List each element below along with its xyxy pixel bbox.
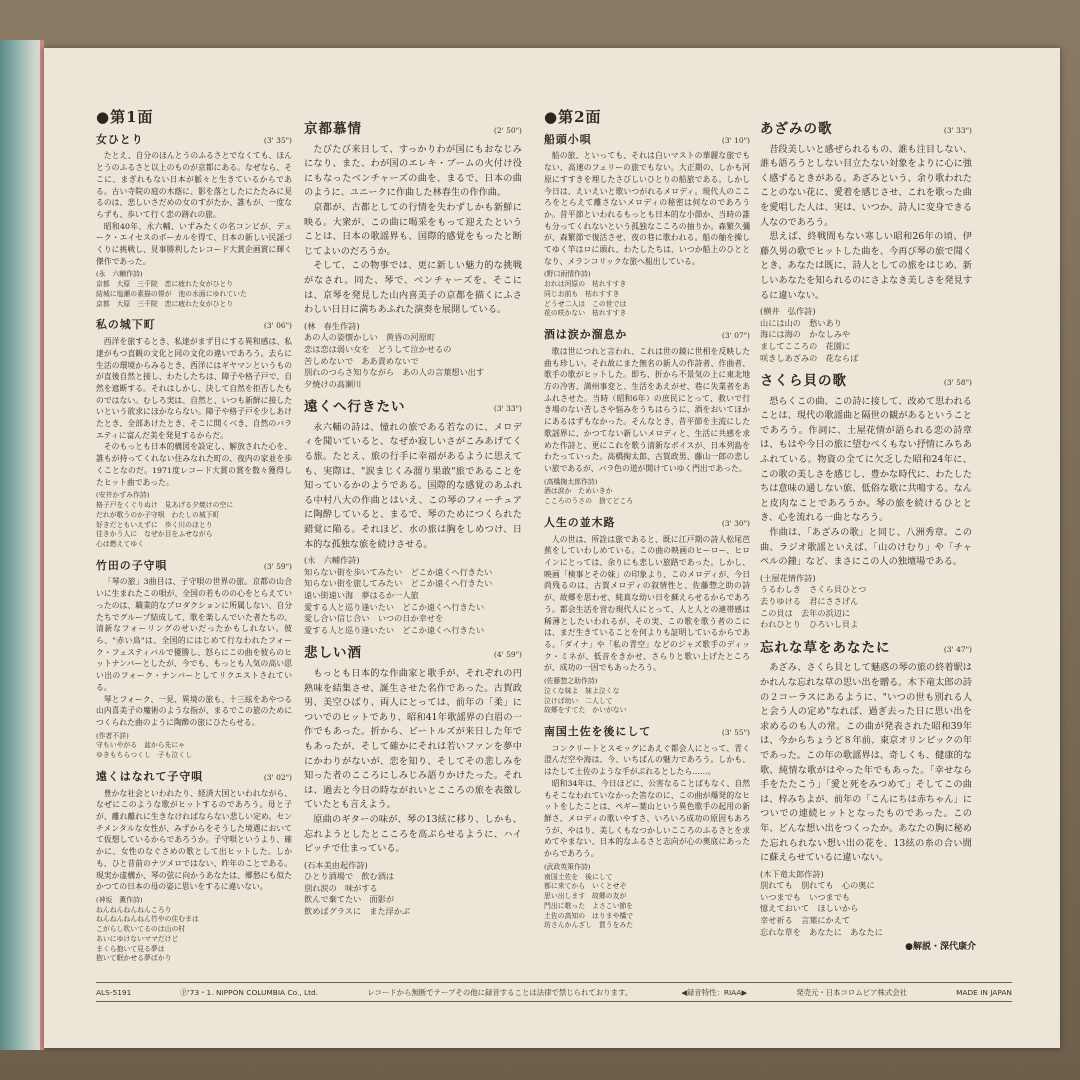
track-section [760,122,972,364]
riaa-curve: ◀録音特性：RIAA▶ [681,987,748,997]
lyric-excerpt [96,270,292,309]
lyric-line: 知らない街を歩いてみたい どこか遠くへ行きたい [304,566,493,577]
commentary-paragraph: 船の旅、といっても、それは白いマストの華麗な旅でもない、高速のフェリーの旅でもない。大正期の、しかも河原にすすきを埋したさびしいひとりの船旅である。しかし今日は、えいえいと歌いつがれるメロディ。現代人のこころをとらえて離さないメロディの秘密は何なのであろうか。昔平節といわれるもっとも日本的な小節か、当時の誰も分ってくれないという孤独なこころの抽りか。森繁久彌が、森繁節で復活させ、夜の巷に歌われる。船の舳を操してゆく竿はロに頭れ、わたしたちは、いつか船上のひととなり、メランコリックな旅へ船出している。 [544,151,750,266]
commentary-paragraph: 「琴の旅」3曲目は、子守唄の世界の旅。京都の山合いに生まれたこの唄が、全国の若ものの心をとらえていったのは、職業的なプロダクションに所属しない、自分たちでグループ結成して、歌を楽しんでいた者たちの、清新なフォーリングのせいだったかもしれない。彼ら、"赤い鳥"は、全国的にはじめて行なわれたフォーク・フェスティバルで優勝し、怒らにこの曲を彼らのヒットナンバーとしたが、今でも、もっとも人気の高い思い出のフォーク・ナンバーとしてリクエストされている。 [96,577,292,692]
track-duration: (3' 33") [493,404,522,414]
commentary-paragraph: たとえ、自分のほんとうのふるさとでなくても、ほんとうのふるさと以上のものが京都にある。なぜなら、そこに、まぎれもない日本が脈々と生きているからである。古い寺院の庭の木蔭に、影を落としたにたたみに見るのは、悲しいさだめの女のすがたか、誰もが、一度ならずも、歩いて行く恋の跡れの旅。 [96,151,292,219]
lyric-line: ゆきもちらつくし 子も泣くし [96,751,192,760]
lyric-line: (横井 弘作詩) [760,306,816,317]
track-title: 悲しい酒 [304,645,362,662]
lyric-line: (林 春生作詩) [304,320,360,331]
track-duration: (3' 47") [943,644,972,654]
lyric-line: 故郷をすてた かいがない [544,706,627,715]
column-side2-b [760,112,972,940]
lyric-line: (石本美由起作詩) [304,859,368,870]
lyric-line: だれが歌うのか子守唄 わたしの城下町 [96,510,220,519]
lyric-line: 土佐の高知の はりまや橋で [544,911,634,920]
commentary-paragraph: 歌は世につれと言われ、これは世の鏡に世相を反映した曲も珍しい。それ故にまた無名の新人の作詩者、作曲者、歌手の歌がヒットした。即ち、折から不景気の上に東北地方の冷害、満州事変と、生活をあえがせ、巷に失業者をあふれさせた。当時（昭和6年）の庶民にとって、救いで行き場のない苦しさや悩みをうちはらうに、酒をおいてほかにあるはずもなかった。そんなとき、昔平節を主流にした歌謡界に、かつてない新しいメロディと、生活に共感を求めた作詩と、更にこれを歌う清新なボイスが、日本列島をわたっていった。高橋掬太郎、古賀政男、藤山一郎の悲しい旅であるが、バラ色の道が開けていゆく門出であった。 [544,346,750,473]
track-title: 京都慕情 [304,121,362,137]
track-section [544,517,750,716]
lyric-line: 坊さんかんざし 買うをみた [544,921,634,930]
lyric-line: 酒は涙か ためいきか [544,487,613,496]
track-duration: (3' 35") [263,135,292,145]
lyric-excerpt [304,555,522,636]
lyric-line: 格子戸をくぐりぬけ 見あげる夕焼けの空に [96,501,234,510]
lyric-line: 夕焼けの高瀬川 [304,378,362,389]
track-title: さくら貝の歌 [760,373,847,390]
lyric-excerpt [544,270,750,319]
footer-bar [96,982,1012,1002]
lyric-line: (永 六輔作詩) [96,270,143,279]
side-heading: ●第2面 [544,108,602,126]
commentary-paragraph: 昭和34年は、今日ほどに、公害なることばもなく、自然もそこなわれていなかった筈なのに、この曲が爆発的なヒットをしたことは、ペギー葉山という異色歌手の起用の新鮮さ、メロディの歌いやすさ、いろいろ成功の原因もあろうが、やはり、美しくもなつかしいこころのふるさとを求めてやまない、日本的なふるさと志向が心の奥底にあったからであろう。 [544,778,750,859]
liner-notes-sheet [44,48,1060,1048]
commentary-paragraph: 昭和40年、永六輔、いずみたくの名コンビが、デューク・エイセスのボーカルを得て、日本の新しい民謡づくりに挑戦し、見事勝利したレコード大賞企画賞に輝く傑作であった。 [96,221,292,266]
commentary-paragraph: たびたび来日して、すっかりわが国にもおなじみになり、また、わが国のエレキ・ブームの火付け役にもなったベンチャーズの曲を、まるで、日本の曲のように、ユニークに作曲した林春生の作作曲。 [304,143,522,199]
commentary-paragraph: 琴とフォーク、一見、異境の旅も、十三絃をあやつる山内喜美子の魔術のような指が、まるでこの旅のためにつくられた曲のように陶酔の旅にひたらせる。 [96,694,292,727]
lyric-line: 泣けば幼い 二人して [544,696,613,705]
lyric-line: 苦しめないで ああ責めないで [304,355,419,366]
lyric-line: 思い出します 故郷の友が [544,892,627,900]
lyric-line: 南国土佐を 後にして [544,872,613,881]
lyric-line: 別れても 別れても 心の奥に [760,880,875,891]
track-header [304,646,522,663]
record-sleeve-edge [0,40,44,1050]
commentary-paragraph: 思えば、終戦間もない寒しい昭和26年の頃、伊藤久男の歌でヒットした曲を、今再び琴の旅で聞くとき、あなたは既に、詩人としての旅をはじめ、新しいあなたを知られるのにさよなき美しさを発見するに違いない。 [760,231,972,301]
lyric-line: 恋は恋は弱い女を どうして泣かせるの [304,343,452,354]
lyric-line: (神坂 薫作詩) [96,895,143,904]
commentary-paragraph: 京都が、古都としての行情を失わずしかも新鮮に映る。大衆が、この曲に喝采をもって迎えたということは、日本の歌謡界も、国際的感覚をもったと断じてよいのだろうか。 [304,201,522,257]
lyric-excerpt [544,863,750,931]
lyric-line: うるわしき さくら貝ひとつ [760,584,867,595]
lyric-line: 守もいやがる 盆から先にゃ [96,741,186,750]
lyric-line: 幸せ祈る 言葉にかえて [760,915,851,926]
lyric-excerpt [760,869,972,939]
track-section [304,122,522,390]
lyric-line: 往きかう人に なぜか目をふせながら [96,530,213,539]
track-section [96,771,292,964]
lyric-line: 愛し合い信じ合い いつの日か幸せを [304,613,444,624]
catalog-number: ALS-5191 [96,987,132,997]
track-header [544,329,750,342]
lyric-line: 京都 大原 三千院 恋に疲れた女がひとり [96,299,234,308]
track-header [760,641,972,658]
made-in: MADE IN JAPAN [956,987,1012,997]
track-title: 船頭小唄 [544,132,592,146]
lyric-line: 花の咲かない 枯れすすき [544,309,627,318]
track-section [304,400,522,636]
lyric-excerpt [544,677,750,716]
track-duration: (3' 10") [721,135,750,145]
track-section [544,329,750,507]
track-header [96,560,292,573]
track-title: あざみの歌 [760,121,833,137]
track-title: 人生の並木路 [544,515,616,529]
track-header [760,122,972,139]
lyric-excerpt [304,860,522,918]
track-duration: (3' 55") [721,728,750,738]
lyric-line: 去りゆける 君にささげん [760,596,859,606]
track-duration: (3' 06") [263,321,292,331]
lyric-line: 泣くな妹よ 妹よ泣くな [544,686,620,695]
publisher: 発売元・日本コロムビア株式会社 [796,987,908,997]
lyric-line: (野口雨情作詩) [544,270,591,279]
commentary-paragraph: 西洋を旅するとき、私達がまず目にする異和感は、私達がもつ直観の文化と同の文化の違いであろう。去らに生活の環境からみるとき、西洋にはギヤマンというものが直後自然と接し、わたしたちは、障子や格子戸で、自然を遮断する。それはしかし、決して自然を拒否したものではない。むしろ実は、自然と、いつも新鮮に接したいという欲求にほかならない。障子や格子戸を少しあけたとき、全部あけたとき、そこに開くべき、自然のバラエティに富んだ美を発見するからだ。 [96,337,292,440]
track-title: 酒は涙か溜息か [544,328,628,342]
lyric-line: こがらし吹いてるのは山の村 [96,925,186,934]
commentary-paragraph: コンクリートとスモッグにあえぐ都会人にとって、青く澄んだ空や海は、今、いちばんの魅力であろう。しかも、はたして土佐のような手がぶれるとしたら……。 [544,743,750,777]
track-header [96,771,292,784]
track-duration: (3' 58") [943,378,972,388]
lyric-line: あの人の姿懐かしい 黄昏の河原町 [304,332,436,343]
track-header [544,134,750,147]
lyric-line: 愛する人と巡り逢いたい どこか遠くへ行きたい [304,601,485,612]
lyric-line: 山には山の 愁いあり [760,317,842,328]
commentary-paragraph: 作曲は、「あざみの歌」と同じ、八洲秀章。この曲、ラジオ歌謡といえば、「山のけむり」や「チャペルの鐘」など、まさにこの人の独壇場である。 [760,527,972,568]
track-duration: (2' 50") [493,126,522,135]
commentary-paragraph: あざみ、さくら貝として魅惑の琴の旅の終着駅はかれんな忘れな草の思い出を贈る。木下竜太郎の詩の２コーラスにあるように、"いつの世も別れる人と会う人の定め"なれば、過ぎ去った日に思い出を求めるのも人の常。この曲が発表された昭和39年は、今からちょうど８年前、東京オリンピックの年であった。この年の歌謡界は、奇しくも、健康的な歌、純情な歌がはやった年でもあった。「幸せなら手をたたこう」「愛と死をみつめて」そしてこの曲は、梓みちよが、前年の「こんにちは赤ちゃん」についでの連続ヒットとなったものであった。この年、どんな想い出をつくったか。あなたの胸に秘めた忘れられない想い出の花を、13絃の糸の合い間に蘇えらせているに違いない。 [760,662,972,864]
track-header [544,517,750,530]
track-section [96,134,292,310]
lyric-line: 別れのつらさ知りながら あの人の言葉想い出す [304,367,485,378]
lyric-excerpt [96,896,292,964]
lyric-line: ひとり酒場で 飲む酒は [304,871,395,882]
lyric-line: あいにゆけないママだけど [96,934,179,943]
lyric-excerpt [760,573,972,631]
track-title: 遠くはなれて子守唄 [96,769,204,783]
track-section [544,134,750,319]
track-duration: (3' 30") [721,518,750,528]
lyric-line: 結城に塩瀬の素描の帯が 池の水面にゆれていた [96,289,247,298]
lyric-line: 憶えておいて ほしいから [760,903,859,914]
track-section [96,319,292,549]
lyric-excerpt [304,321,522,391]
lyric-line: (永 六輔作詩) [304,555,360,566]
lyric-line: ましてこころの 花園に [760,340,851,351]
lyric-line: 愛する人と巡り逢いたい どこか遠くへ行きたい [304,624,485,635]
lyric-line: ねんねんねんねん竹やの住むまは [96,915,199,924]
lyric-line: 心は燃えてゆく [96,540,145,549]
lyric-line: (安井かずみ作詩) [96,491,150,500]
track-header [96,134,292,147]
lyric-line: 京都 大原 三千院 恋に疲れた女がひとり [96,280,234,289]
lyric-line: 別れ涙の 味がする [304,882,378,893]
copyright-notice: ⓟ'73・1. NIPPON COLUMBIA Co., Ltd. [180,987,319,997]
track-section [544,726,750,931]
lyric-line: (佐藤惣之助作詩) [544,677,598,686]
commentary-paragraph: 恐らくこの曲、この詩に接して、改めて思われることは、現代の歌謡曲と隔世の観があるということであろう。作詞に、土屋花情が語られる恋の詩章は、もはや今日の旅に望むべくもない抒情にみちあふれている。物資の全てに欠乏した昭和24年に、この歌の美しさを感じし、豊かな時代に、わたしたちは意味の通しない旅、低俗な歌に共鳴する。なんと皮肉なことであろうか。琴の旅を続けるひととき、心を流れる一曲となろう。 [760,395,972,524]
lyric-line: (土屋花情作詩) [760,572,816,583]
lyric-line: 飲めばグラスに また浮かぶ [304,906,411,917]
lyric-line: (作者不詳) [96,731,129,740]
commentary-paragraph: もっとも日本的な作曲家と歌手が、それぞれの円熟味を結集させ、誕生させた名作であった。古賀政男、美空ひばり、両人にとっては、前年の「柔」についでのヒットであり、昭和41年歌謡界の白眉の一作でもあった。折から、ビートルズが来日した年でもあったが、そして確かにそれは若いファンを夢中にかわりがないが、恋を知り、そしてその悲しみを知った者のこころにしみじみ語りかけたった。それは、過去と今日の時ながれいとこころの旅を表徴していたとも言えよう。 [304,667,522,811]
lyric-line: (武政英策作詩) [544,862,591,871]
lyric-excerpt [96,491,292,550]
track-duration: (4' 59") [493,650,522,660]
track-header [760,374,972,391]
lyric-line: 同じお前も 枯れすすき [544,289,620,298]
lyric-line: ねんねんねんねんころり [96,905,172,914]
track-title: 遠くへ行きたい [304,399,406,416]
track-duration: (3' 59") [263,561,292,571]
lyric-line: 知らない街を旅してみたい どこか遠くへ行きたい [304,578,493,589]
commentary-paragraph: 人の世は、所詮は旅であると、既に江戸期の詩人松尾芭蕉をしていわしめている。この曲の映画のヒーロー、ヒロインにとっては、余りにも悲しい旅路であった。しかし、映画「検事とその妹」の印象より、このメロディが、今日尚残るのは、古賀メロディの叙情性と、佐藤惣之助の詩が、故郷を思わせ、純真な幼い日を蘇えらせるからであろう。都会生活を営む現代人にとって、人と人との連帯感は稀薄としたいわれるが、その実、この歌を歌う者のこには、まだ生きていることを何よりも証明しているからである。「ダイナ」や「私の青空」などのジャズ歌手のディック・ミネが、低音をきかせ、さらりと歌い上げたところが、成功の一因でもあったろう。 [544,534,750,673]
recording-notice: レコードから無断でテープその他に録音することは法律で禁じられております。 [367,987,633,997]
track-header [544,726,750,739]
commentary-credit: ●解説・深代康介 [905,942,976,952]
lyric-line: 忘れな草を あなたに あなたに [760,926,883,937]
commentary-paragraph: 豊かな社会といわれたり、経済大国といわれながら、なぜにこのような歌がヒットするのであろう。母と子が、離れ離れに生きなければならない悲しい定め。センチメンタルな女性が、みずからをそうした境遇においてて仮想しているからであろうか。子守唄というより、確かに、女性のなぐさめの歌として出ヒットした。しかも、ひと昔前のナツメロではない、昨年のことである。現実か虚構か、琴の弦に向かうあなたは、郷愁にも似たかつての日本の母の姿に思いをするに違いない。 [96,788,292,892]
track-title: 南国土佐を後にして [544,725,652,739]
track-section [96,560,292,761]
track-title: 忘れな草をあなたに [760,639,891,656]
track-header [96,319,292,332]
track-section [760,374,972,631]
track-section [760,641,972,938]
commentary-paragraph: 永六輔の詩は、憧れの旅である若なのに、メロディを聞いていると、なぜか寂しいさがこみあげてくる旅。たとえ、旅の行手に幸福があるように思えても、実際は、"涙まじくみ溜り果敢"旅であることを知っているかのようである。国際的な感覚のあふれる中村八大の作曲とはいえ、この琴のフィーチュアに陶酔していると、まるで、琴のためにつくられた錯覚に陥る。それほど、水の旅は胸をしめつけ、日本的な孤独な旅を続けさせる。 [304,421,522,550]
track-header [304,122,522,139]
track-title: 女ひとり [96,132,144,146]
track-duration: (3' 33") [943,126,972,135]
lyric-excerpt [96,732,292,761]
lyric-line: いつまでも いつまでも [760,891,851,902]
lyric-line: こころのうさの 捨てどころ [544,497,634,506]
commentary-paragraph: そのもっとも日本的構図を設定し、解放された心を、誰もが持ってくれない住みなれた町の、夜内の家並を歩くことなのだ。1971度レコード大賞の賞を数々獲得したヒット曲であった。 [96,442,292,487]
lyric-line: 好きだともいえずに 歩く川のほとり [96,520,213,529]
lyric-line: 門出に歌った よさこい節を [544,901,634,910]
track-duration: (3' 02") [263,772,292,782]
lyric-line: 都に来てから いくとせぞ [544,882,627,891]
column-side1-a [96,108,292,966]
lyric-line: 抱いて眠かせる夢ばかり [96,954,172,963]
track-header [304,400,522,417]
lyric-line: 飲んで棄てたい 面影が [304,894,395,905]
lyric-line: 遠い街遠い海 夢はるか一人旅 [304,590,419,600]
lyric-line: (高橋掬太郎作詩) [544,477,598,486]
lyric-excerpt [760,306,972,364]
lyric-line: 咲きしあざみの 花ならば [760,352,859,363]
track-title: 竹田の子守唄 [96,558,168,572]
lyric-line: 海には海の かなしみや [760,329,851,340]
track-section [304,646,522,917]
column-side1-b [304,112,522,920]
column-side2-a [544,108,750,933]
lyric-line: (木下竜太郎作詩) [760,868,824,879]
commentary-paragraph: 原曲のギターの味が、琴の13絃に移り、しかも、忘れようとしたとこころを高ぶらせるように、ハイピッチで仕まっている。 [304,813,522,855]
lyric-line: この貝は 去年の浜辺に [760,607,851,618]
track-duration: (3' 07") [721,331,750,341]
track-title: 私の城下町 [96,318,156,332]
lyric-line: どうせ二人は この世では [544,299,627,308]
commentary-paragraph: 昔段美しいと感ぜられるもの、誰も注目しない、誰も語ろうとしない目立たない対象をよりに心に強く感ずるときがある。あざみという、余り歌われたことのない花に、愛着を感じさせ、これを歌った曲を愛唱した人は、実は、いつか、詩人に変身できる人なのであろう。 [760,143,972,228]
lyric-line: われひとり ひろいし貝よ [760,619,859,630]
side-heading: ●第1面 [96,108,154,126]
commentary-paragraph: そして、この物事では、更に新しい魅力的な挑戦がなされ。同た、琴で、ベンチャーズを、そこには、京琴を発見した山内喜美子の京都を描くにふさわしい日日に満ちあふれた演奏を展開している。 [304,260,522,316]
lyric-line: おれは河原の 枯れすすき [544,280,627,289]
lyric-excerpt [544,478,750,507]
lyric-line: まくら抱いて見る夢は [96,944,165,953]
